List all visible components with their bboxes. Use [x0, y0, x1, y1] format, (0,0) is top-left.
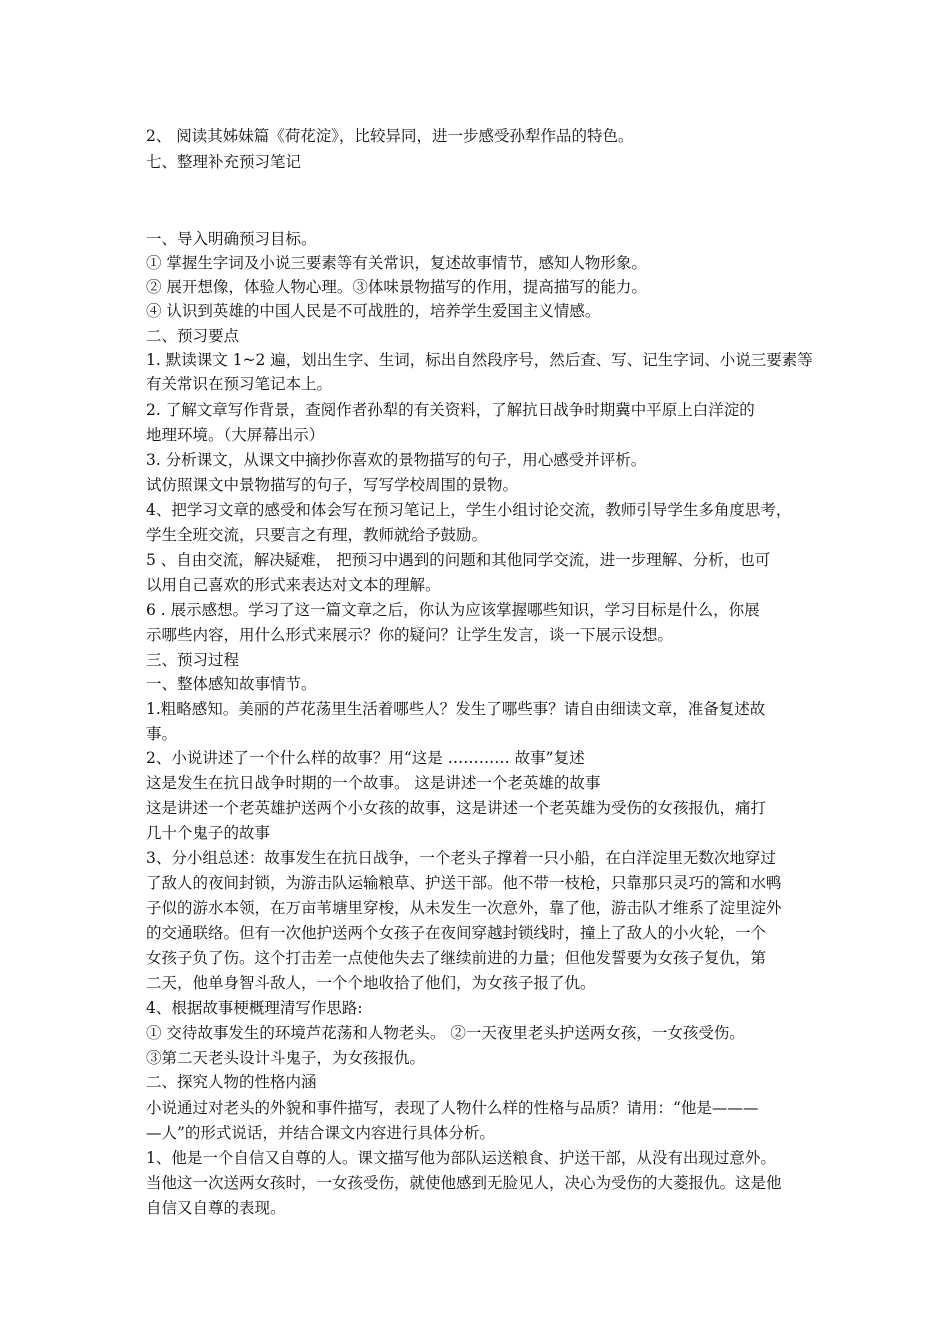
process-line: 3、分小组总述：故事发生在抗日战争，一个老头子撑着一只小船，在白洋淀里无数次地穿过 — [146, 849, 776, 867]
process-line: 的交通联络。但有一次他护送两个女孩子在夜间穿越封锁线时，撞上了敌人的小火轮，一个 — [146, 924, 767, 942]
process-line: 这是讲述一个老英雄护送两个小女孩的故事，这是讲述一个老英雄为受伤的女孩报仇，痛打 — [146, 799, 767, 817]
top-line-2: 七、整理补充预习笔记 — [146, 153, 302, 171]
process-line: 子似的游水本领，在万亩苇塘里穿梭，从未发生一次意外，靠了他，游击队才维系了淀里淀外 — [146, 899, 782, 917]
points-line: 3. 分析课文，从课文中摘抄你喜欢的景物描写的句子，用心感受并评析。 — [146, 451, 647, 469]
top-line-1: 2、 阅读其姊妹篇《荷花淀》，比较异同，进一步感受孙犁作品的特色。 — [146, 127, 634, 145]
process-line: 几十个鬼子的故事 — [146, 824, 271, 842]
points-heading: 二、预习要点 — [146, 327, 240, 345]
process-line: 4、根据故事梗概理清写作思路: — [146, 999, 363, 1017]
process-heading: 三、预习过程 — [146, 651, 240, 669]
points-line: 6 . 展示感想。学习了这一篇文章之后，你认为应该掌握哪些知识，学习目标是什么，你展 — [146, 601, 760, 619]
points-line: 试仿照课文中景物描写的句子，写写学校周围的景物。 — [146, 476, 519, 494]
points-line: 以用自己喜欢的形式来表达对文本的理解。 — [146, 576, 441, 594]
goals-heading: 一、导入明确预习目标。 — [146, 230, 317, 248]
process-line: ③第二天老头设计斗鬼子，为女孩报仇。 — [146, 1049, 426, 1067]
points-line: 4、把学习文章的感受和体会写在预习笔记上，学生小组讨论交流，教师引导学生多角度思考， — [146, 501, 792, 519]
process-line: 一、整体感知故事情节。 — [146, 675, 317, 693]
points-line: 地理环境。（大屏幕出示） — [146, 426, 325, 444]
process-line: 二天，他单身智斗敌人，一个个地收拾了他们，为女孩子报了仇。 — [146, 974, 596, 992]
points-line: 2. 了解文章写作背景，查阅作者孙犁的有关资料，了解抗日战争时期冀中平原上白洋淀的 — [146, 401, 755, 419]
process-line: 1、他是一个自信又自尊的人。课文描写他为部队运送粮食、护送干部，从没有出现过意外。 — [146, 1149, 776, 1167]
process-line: 2、小说讲述了一个什么样的故事？用“这是 ………… 故事”复述 — [146, 749, 585, 767]
process-line: 小说通过对老头的外貌和事件描写，表现了人物什么样的性格与品质？请用：“他是——— — [146, 1099, 759, 1117]
points-line: 有关常识在预习笔记本上。 — [146, 375, 333, 393]
process-line: 二、探究人物的性格内涵 — [146, 1073, 317, 1091]
points-line: 1. 默读课文 1~2 遍，划出生字、生词，标出自然段序号，然后查、写、记生字词、小说三要素等 — [146, 351, 813, 369]
points-line: 5 、自由交流，解决疑难， 把预习中遇到的问题和其他同学交流，进一步理解、分析，也可 — [146, 551, 771, 569]
process-line: —人”的形式说话，并结合课文内容进行具体分析。 — [146, 1124, 495, 1142]
process-line: 1.粗略感知。美丽的芦花荡里生活着哪些人？发生了哪些事？请自由细读文章，准备复述故 — [146, 700, 766, 718]
process-line: ① 交待故事发生的环境芦花荡和人物老头。 ②一天夜里老头护送两女孩，一女孩受伤。 — [146, 1024, 745, 1042]
process-line: 事。 — [146, 725, 178, 743]
points-line: 示哪些内容，用什么形式来展示？你的疑问？让学生发言，谈一下展示设想。 — [146, 626, 674, 644]
process-line: 当他这一次送两女孩时，一女孩受伤，就使他感到无脸见人，决心为受伤的大菱报仇。这是他 — [146, 1174, 782, 1192]
process-line: 自信又自尊的表现。 — [146, 1199, 286, 1217]
process-line: 了敌人的夜间封锁，为游击队运输粮草、护送干部。他不带一枝枪，只靠那只灵巧的篙和水鸭 — [146, 874, 782, 892]
process-line: 女孩子负了伤。这个打击差一点使他失去了继续前进的力量；但他发誓要为女孩子复仇，第 — [146, 949, 767, 967]
goal-item: ① 掌握生字词及小说三要素等有关常识，复述故事情节，感知人物形象。 — [146, 254, 647, 272]
process-line: 这是发生在抗日战争时期的一个故事。 这是讲述一个老英雄的故事 — [146, 774, 601, 792]
goal-item: ④ 认识到英雄的中国人民是不可战胜的，培养学生爱国主义情感。 — [146, 302, 601, 320]
points-line: 学生全班交流，只要言之有理，教师就给予鼓励。 — [146, 526, 488, 544]
goal-item: ② 展开想像，体验人物心理。③体味景物描写的作用，提高描写的能力。 — [146, 278, 647, 296]
